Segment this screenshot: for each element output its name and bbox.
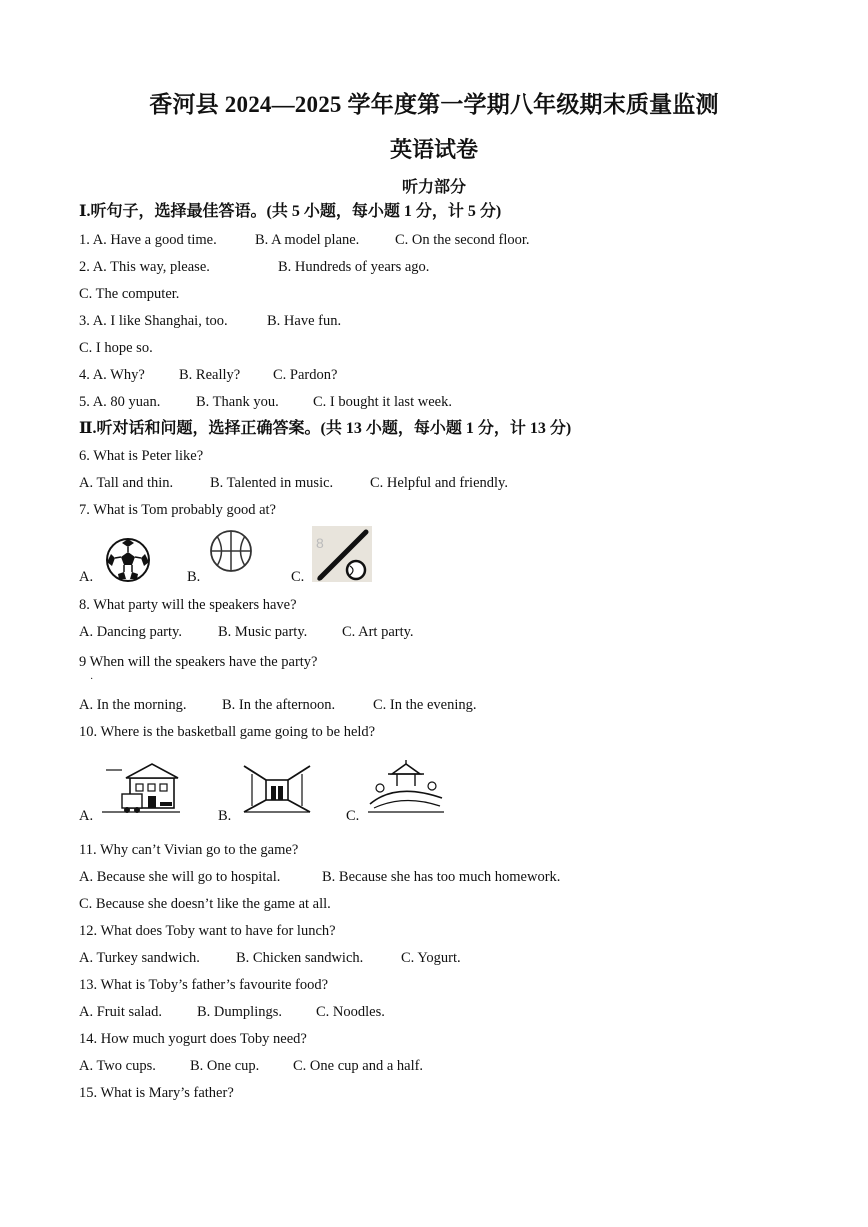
q7-question: 7. What is Tom probably good at?	[79, 502, 276, 518]
stray-dot: ·	[90, 674, 94, 685]
q12-option-c: C. Yogurt.	[401, 950, 461, 966]
baseball-bat-icon	[312, 526, 372, 582]
q12-question: 12. What does Toby want to have for lunch?	[79, 923, 336, 939]
q3-option-c: C. I hope so.	[79, 340, 153, 356]
q7-option-c-label: C.	[291, 569, 305, 585]
svg-text:8: 8	[316, 535, 324, 551]
q9-option-c: C. In the evening.	[373, 697, 477, 713]
q4-option-b: B. Really?	[179, 367, 241, 383]
q15-question: 15. What is Mary’s father?	[79, 1085, 234, 1101]
q2-option-b: B. Hundreds of years ago.	[278, 259, 430, 275]
q13-question: 13. What is Toby’s father’s favourite food?	[79, 977, 329, 993]
section-1-heading: Ⅰ.听句子，选择最佳答语。(共 5 小题，每小题 1 分，计 5 分)	[79, 203, 502, 220]
park-pavilion-icon	[366, 758, 446, 814]
q8-option-a: A. Dancing party.	[79, 624, 182, 640]
q9-option-a: A. In the morning.	[79, 697, 187, 713]
section-2-heading: Ⅱ.听对话和问题，选择正确答案。(共 13 小题，每小题 1 分，计 13 分)	[79, 420, 572, 437]
q11-option-b: B. Because she has too much homework.	[322, 869, 561, 885]
q6-question: 6. What is Peter like?	[79, 448, 204, 464]
q1-option-b: B. A model plane.	[255, 232, 360, 248]
q7-option-a-label: A.	[79, 569, 94, 585]
q1-option-a: 1. A. Have a good time.	[79, 232, 217, 248]
basketball-icon	[208, 528, 254, 574]
q2-option-a: 2. A. This way, please.	[79, 259, 210, 275]
q4-option-c: C. Pardon?	[273, 367, 338, 383]
part-heading: 听力部分	[401, 179, 466, 196]
gym-hall-icon	[240, 762, 314, 816]
q14-option-c: C. One cup and a half.	[293, 1058, 424, 1074]
q14-question: 14. How much yogurt does Toby need?	[79, 1031, 307, 1047]
q13-option-c: C. Noodles.	[316, 1004, 385, 1020]
q5-option-a: 5. A. 80 yuan.	[79, 394, 161, 410]
q10-question: 10. Where is the basketball game going to be held?	[79, 724, 376, 740]
q12-option-b: B. Chicken sandwich.	[236, 950, 364, 966]
q8-option-b: B. Music party.	[218, 624, 308, 640]
q7-option-b-label: B.	[187, 569, 201, 585]
q11-option-a: A. Because she will go to hospital.	[79, 869, 281, 885]
q13-option-a: A. Fruit salad.	[79, 1004, 162, 1020]
q14-option-b: B. One cup.	[190, 1058, 260, 1074]
q5-option-b: B. Thank you.	[196, 394, 279, 410]
exam-title: 香河县 2024—2025 学年度第一学期八年级期末质量监测	[149, 92, 719, 117]
soccer-ball-icon	[104, 536, 152, 584]
school-building-icon	[100, 760, 182, 818]
q13-option-b: B. Dumplings.	[197, 1004, 282, 1020]
q8-option-c: C. Art party.	[342, 624, 414, 640]
exam-subtitle: 英语试卷	[389, 137, 478, 162]
q11-question: 11. Why can’t Vivian go to the game?	[79, 842, 299, 858]
q6-option-a: A. Tall and thin.	[79, 475, 174, 491]
q11-option-c: C. Because she doesn’t like the game at all.	[79, 896, 331, 912]
q12-option-a: A. Turkey sandwich.	[79, 950, 200, 966]
q9-option-b: B. In the afternoon.	[222, 697, 336, 713]
q1-option-c: C. On the second floor.	[395, 232, 530, 248]
q3-option-a: 3. A. I like Shanghai, too.	[79, 313, 228, 329]
q8-question: 8. What party will the speakers have?	[79, 597, 297, 613]
q10-option-c-label: C.	[346, 808, 360, 824]
q10-option-b-label: B.	[218, 808, 232, 824]
q6-option-c: C. Helpful and friendly.	[370, 475, 508, 491]
q10-option-a-label: A.	[79, 808, 94, 824]
q4-option-a: 4. A. Why?	[79, 367, 145, 383]
q5-option-c: C. I bought it last week.	[313, 394, 452, 410]
q6-option-b: B. Talented in music.	[210, 475, 334, 491]
q2-option-c: C. The computer.	[79, 286, 180, 302]
q3-option-b: B. Have fun.	[267, 313, 342, 329]
q9-question: 9 When will the speakers have the party?	[79, 654, 318, 670]
q14-option-a: A. Two cups.	[79, 1058, 156, 1074]
